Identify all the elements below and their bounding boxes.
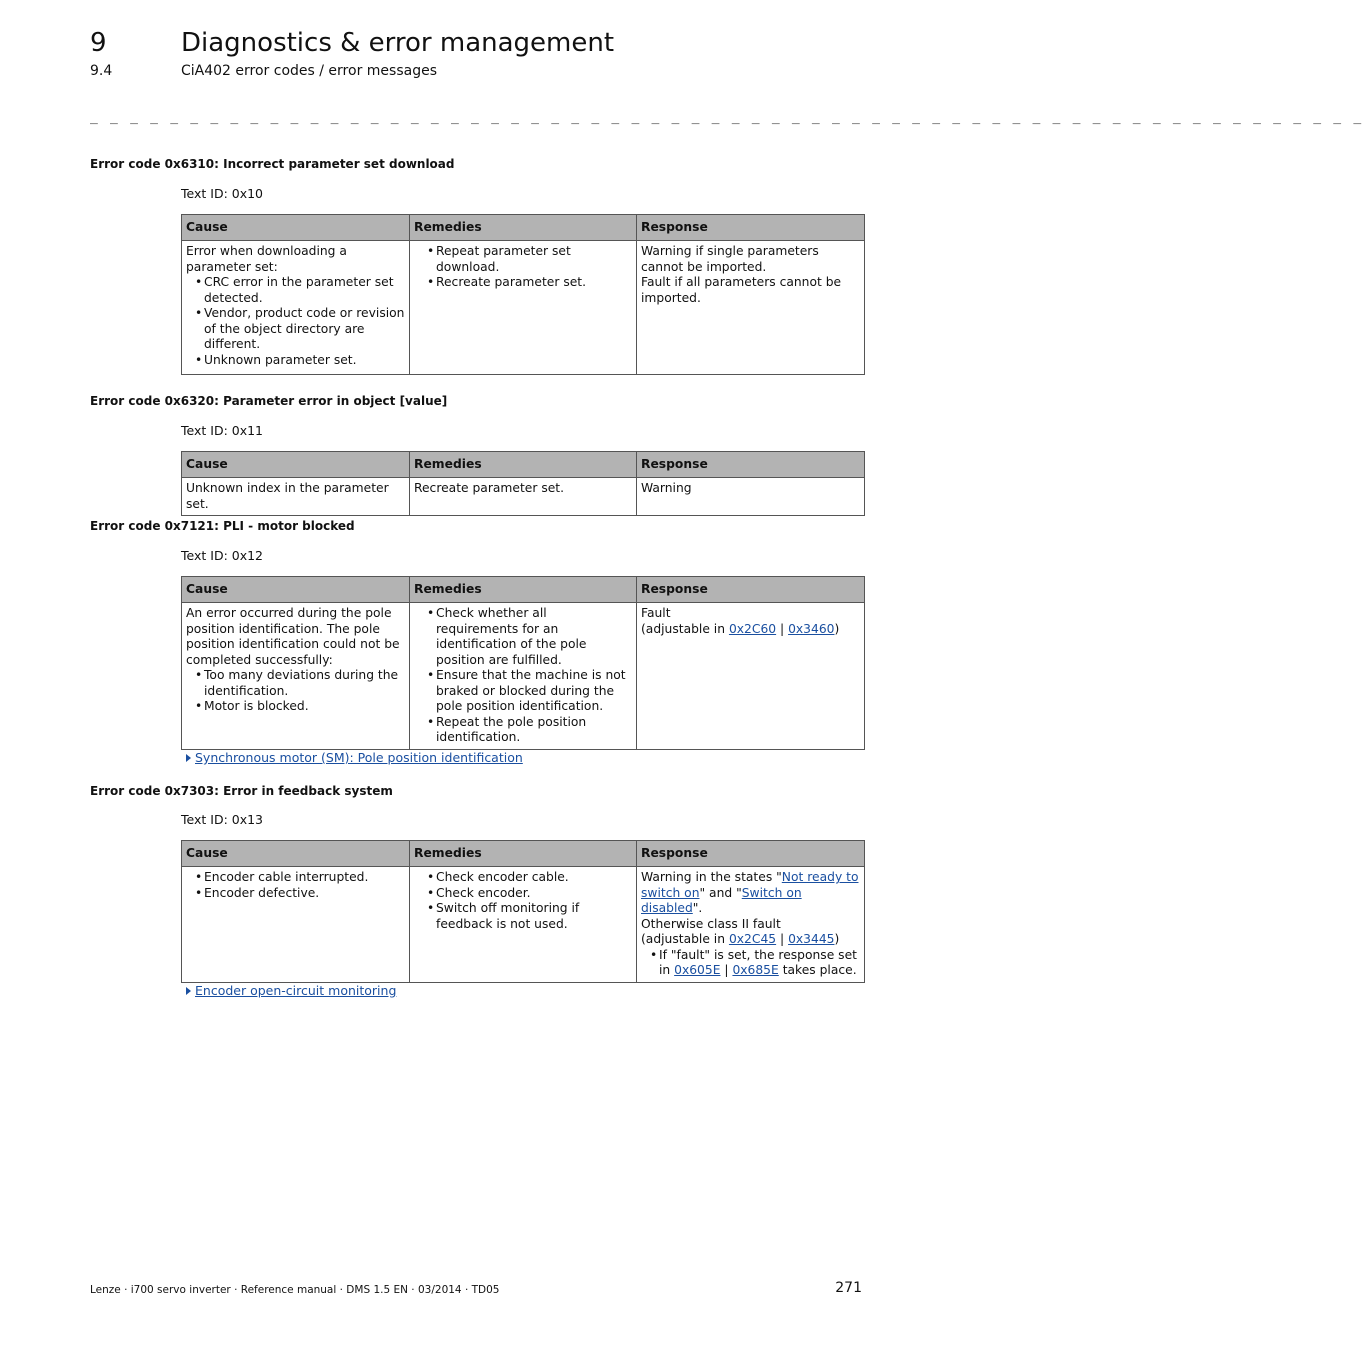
text-id-0x12: Text ID: 0x12 xyxy=(181,548,264,563)
param-link-0x3445[interactable]: 0x3445 xyxy=(788,932,835,946)
state-link-switch-on-disabled[interactable]: Switch on disabled xyxy=(641,885,802,915)
response-text: If "fault" is set, the response set in xyxy=(659,947,857,977)
col-header-remedies: Remedies xyxy=(410,577,637,603)
col-header-cause: Cause xyxy=(182,577,410,603)
error-heading-0x6320: Error code 0x6320: Parameter error in object [value] xyxy=(90,394,448,408)
remedy-item: • Ensure that the machine is not braked or blocked during the pole position identification. xyxy=(436,668,632,715)
xref-link[interactable]: Synchronous motor (SM): Pole position identification xyxy=(195,750,523,765)
response-text: ) xyxy=(834,932,840,946)
error-heading-0x7303: Error code 0x7303: Error in feedback system xyxy=(90,784,393,798)
col-header-remedies: Remedies xyxy=(410,452,637,478)
response-otherwise: Otherwise class II fault xyxy=(641,916,781,931)
cause-item: • Vendor, product code or revision of the object directory are different. xyxy=(204,306,405,353)
remedies-cell xyxy=(410,241,637,375)
response-line: Fault xyxy=(641,606,671,620)
remedy-item: • Check encoder. xyxy=(436,886,632,902)
text-id-0x10: Text ID: 0x10 xyxy=(181,186,264,201)
remedy-item: • Recreate parameter set. xyxy=(436,275,632,291)
col-header-cause: Cause xyxy=(182,215,410,241)
page-number: 271 xyxy=(835,1280,862,1296)
separator: | xyxy=(776,621,789,636)
footer-text: Lenze · i700 servo inverter · Reference manual · DMS 1.5 EN · 03/2014 · TD05 xyxy=(90,1284,500,1296)
cause-item: • Motor is blocked. xyxy=(204,699,405,715)
response-cell xyxy=(637,241,865,375)
col-header-cause: Cause xyxy=(182,452,410,478)
remedy-item: • Check whether all requirements for an identification of the pole position are fulfilled. xyxy=(436,606,632,668)
remedy-item: • Check encoder cable. xyxy=(436,870,632,886)
cause-cell: Unknown index in the parameter set. xyxy=(182,478,410,516)
response-adjustable xyxy=(641,932,860,948)
response-adjustable xyxy=(641,622,860,638)
cause-cell xyxy=(182,241,410,375)
response-line: Fault if all parameters cannot be imported. xyxy=(641,275,842,305)
error-table-0x7303 xyxy=(181,840,865,983)
remedies-cell xyxy=(410,867,637,983)
error-heading-0x7121: Error code 0x7121: PLI - motor blocked xyxy=(90,519,355,533)
xref-encoder-open-circuit[interactable] xyxy=(186,983,396,998)
remedies-cell: Recreate parameter set. xyxy=(410,478,637,516)
cause-cell xyxy=(182,867,410,983)
cause-item: • Encoder cable interrupted. xyxy=(204,870,405,886)
response-text: takes place. xyxy=(778,963,857,977)
col-header-response: Response xyxy=(637,452,865,478)
param-link-0x2C60[interactable]: 0x2C60 xyxy=(728,621,777,636)
cause-intro: An error occurred during the pole position identification. The pole position identification could not be completed successfully: xyxy=(186,606,400,667)
error-table-0x6320 xyxy=(181,451,865,516)
text-id-0x11: Text ID: 0x11 xyxy=(181,423,264,438)
col-header-response: Response xyxy=(637,577,865,603)
arrow-right-icon xyxy=(186,754,191,762)
text-id-0x13: Text ID: 0x13 xyxy=(181,812,264,827)
header-rule: _ _ _ _ _ _ _ _ _ _ _ _ _ _ _ _ _ _ _ _ _ _ _ _ _ _ _ _ _ _ _ _ _ _ _ _ _ _ _ _ _ _ _ _ _ _ _ _ _ _ _ _ _ _ _ _ _ _ _ _ _ _ _ _ xyxy=(90,110,1363,125)
col-header-remedies: Remedies xyxy=(410,841,637,867)
param-link-0x605E[interactable]: 0x605E xyxy=(674,963,721,977)
arrow-right-icon xyxy=(186,987,191,995)
remedy-item: • Switch off monitoring if feedback is not used. xyxy=(436,901,632,932)
remedy-item: • Repeat the pole position identification. xyxy=(436,715,632,746)
cause-cell xyxy=(182,603,410,750)
error-table-0x7121 xyxy=(181,576,865,750)
xref-link[interactable]: Encoder open-circuit monitoring xyxy=(195,983,397,998)
response-text: " and " xyxy=(699,885,742,900)
cause-item: • Encoder defective. xyxy=(204,886,405,902)
param-link-0x3460[interactable]: 0x3460 xyxy=(788,621,835,636)
separator: | xyxy=(720,963,733,977)
response-text: ". xyxy=(692,901,703,915)
cause-item: • Unknown parameter set. xyxy=(204,353,405,369)
response-text: (adjustable in xyxy=(641,621,729,636)
response-cell: Warning xyxy=(637,478,865,516)
remedies-cell xyxy=(410,603,637,750)
param-link-0x685E[interactable]: 0x685E xyxy=(732,963,779,977)
col-header-remedies: Remedies xyxy=(410,215,637,241)
cause-intro: Error when downloading a parameter set: xyxy=(186,244,347,274)
chapter-title: Diagnostics & error management xyxy=(181,28,615,58)
separator: | xyxy=(776,932,789,946)
response-text: ) xyxy=(834,621,840,636)
state-link-not-ready[interactable]: Not ready to switch on xyxy=(641,870,859,900)
response-states xyxy=(641,870,860,917)
section-title: CiA402 error codes / error messages xyxy=(181,63,437,79)
response-text: (adjustable in xyxy=(641,932,729,946)
response-cell xyxy=(637,867,865,983)
param-link-0x2C45[interactable]: 0x2C45 xyxy=(728,932,777,946)
response-cell xyxy=(637,603,865,750)
response-bullet xyxy=(659,948,860,979)
error-table-0x6310 xyxy=(181,214,865,375)
chapter-number: 9 xyxy=(90,28,107,58)
error-heading-0x6310: Error code 0x6310: Incorrect parameter set download xyxy=(90,157,455,171)
col-header-response: Response xyxy=(637,215,865,241)
xref-pole-position[interactable] xyxy=(186,750,523,765)
col-header-cause: Cause xyxy=(182,841,410,867)
cause-item: • Too many deviations during the identification. xyxy=(204,668,405,699)
section-number: 9.4 xyxy=(90,63,113,79)
col-header-response: Response xyxy=(637,841,865,867)
remedy-item: • Repeat parameter set download. xyxy=(436,244,632,275)
cause-item: • CRC error in the parameter set detected. xyxy=(204,275,405,306)
response-line: Warning if single parameters cannot be imported. xyxy=(641,244,819,274)
response-text: Warning in the states " xyxy=(641,870,782,884)
